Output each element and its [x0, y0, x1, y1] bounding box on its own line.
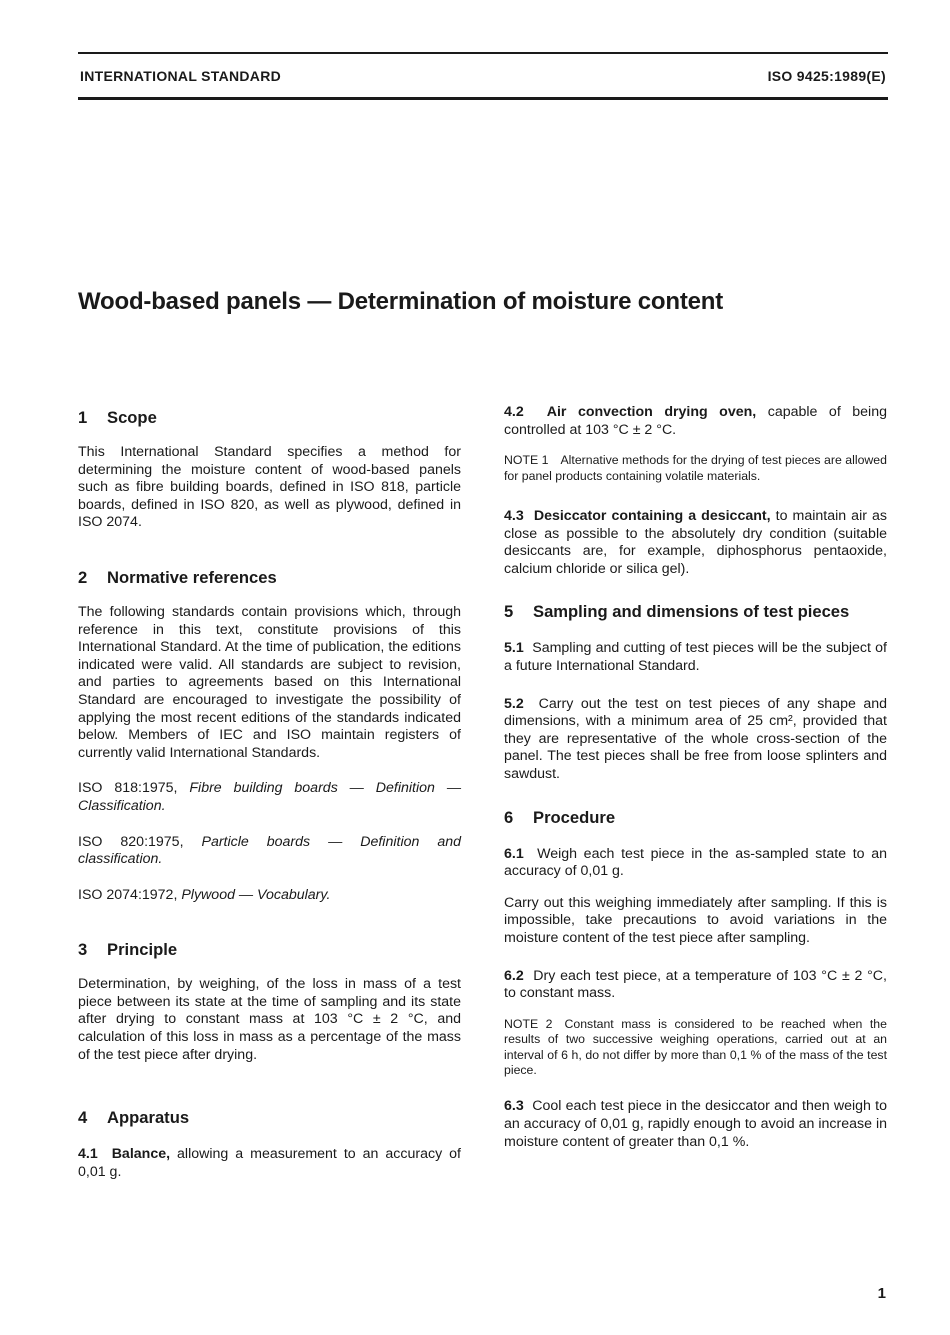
- note-2: NOTE 2 Constant mass is considered to be reached when the results of two successive weighing operations, carried out at an interval of 6 h, do not differ by more than 0,1 % of the mass of the test piece.: [504, 1016, 887, 1077]
- section-number: 3: [78, 940, 88, 960]
- scope-paragraph: This International Standard specifies a method for determining the moisture content of wood-based panels such as fibre building boards, defined in ISO 818, particle boards, defined in ISO 820, as well as plywood, defined in ISO 2074.: [78, 444, 461, 531]
- section-6-heading: [504, 808, 887, 828]
- note-1: NOTE 1 Alternative methods for the drying of test pieces are allowed for panel products containing volatile materials.: [504, 453, 887, 483]
- reference-iso-818: ISO 818:1975, Fibre building boards — Definition — Classification.: [78, 780, 462, 814]
- clause-5-2: 5.2 Carry out the test on test pieces of any shape and dimensions, with a minimum area of 25 cm², provided that they are representative of the whole cross-section of the panel. The test pieces shall be free from loose splinters and sawdust.: [504, 695, 887, 782]
- principle-paragraph: Determination, by weighing, of the loss in mass of a test piece between its state at the time of sampling and its state after drying to constant mass at 103 °C ± 2 °C, and calculation of this loss in mass as a percentage of the mass of the test piece after drying.: [78, 976, 461, 1063]
- section-title: Principle: [107, 940, 178, 960]
- section-5-heading: [504, 602, 887, 622]
- section-number: 5: [504, 602, 514, 622]
- section-number: 4: [78, 1108, 88, 1128]
- section-number: 2: [78, 567, 88, 587]
- page-number: 1: [877, 1285, 886, 1302]
- section-title: Scope: [107, 408, 157, 427]
- reference-iso-820: ISO 820:1975, Particle boards — Definition and classification.: [78, 833, 461, 868]
- header-standard-label: INTERNATIONAL STANDARD: [80, 68, 282, 84]
- header-bottom-rule: [78, 97, 888, 100]
- document-title: Wood-based panels — Determination of moisture content: [78, 288, 724, 315]
- right-column: [504, 404, 887, 1151]
- clause-6-3: 6.3 Cool each test piece in the desiccator and then weigh to an accuracy of 0,01 g, rapidly enough to avoid an increase in moisture content of greater than 0,1 %.: [504, 1098, 887, 1150]
- clause-6-1-paragraph: Carry out this weighing immediately after sampling. If this is impossible, take precautions to avoid variations in the moisture content of the test piece after sampling.: [504, 894, 887, 946]
- section-3-heading: [78, 940, 461, 960]
- section-2-heading: [78, 568, 461, 588]
- clause-6-2: 6.2 Dry each test piece, at a temperature of 103 °C ± 2 °C, to constant mass.: [504, 967, 887, 1002]
- clause-4-2: 4.2 Air convection drying oven, capable of being controlled at 103 °C ± 2 °C.: [504, 404, 887, 438]
- header-document-code: ISO 9425:1989(E): [767, 68, 886, 84]
- left-column: [78, 404, 461, 1181]
- section-title: Apparatus: [107, 1108, 190, 1128]
- section-title: Normative references: [107, 567, 277, 587]
- section-1-heading: [78, 408, 461, 428]
- section-title: Sampling and dimensions of test pieces: [533, 602, 850, 622]
- section-title: Procedure: [533, 807, 616, 827]
- reference-iso-2074: ISO 2074:1972, Plywood — Vocabulary.: [78, 886, 331, 903]
- clause-5-1: 5.1 Sampling and cutting of test pieces will be the subject of a future International Standard.: [504, 640, 887, 674]
- section-number: 1: [78, 408, 88, 427]
- clause-6-1: 6.1 Weigh each test piece in the as-sampled state to an accuracy of 0,01 g.: [504, 845, 887, 880]
- clause-4-1: 4.1 Balance, allowing a measurement to an accuracy of 0,01 g.: [78, 1146, 461, 1180]
- header-top-rule: [78, 52, 888, 54]
- section-4-heading: [78, 1108, 461, 1128]
- clause-4-3: 4.3 Desiccator containing a desiccant, to maintain air as close as possible to the absolutely dry condition (suitable desiccants are, for example, diphosphorus pentaoxide, calcium chloride or silica gel).: [504, 508, 887, 577]
- section-number: 6: [504, 807, 514, 827]
- normative-paragraph: The following standards contain provisions which, through reference in this text, constitute provisions of this International Standard. At the time of publication, the editions indicated were valid. All standards are subject to revision, and parties to agreements based on this International Standard are encouraged to investigate the possibility of applying the most recent editions of the standards indicated below. Members of IEC and ISO maintain registers of currently valid International Standards.: [78, 603, 461, 761]
